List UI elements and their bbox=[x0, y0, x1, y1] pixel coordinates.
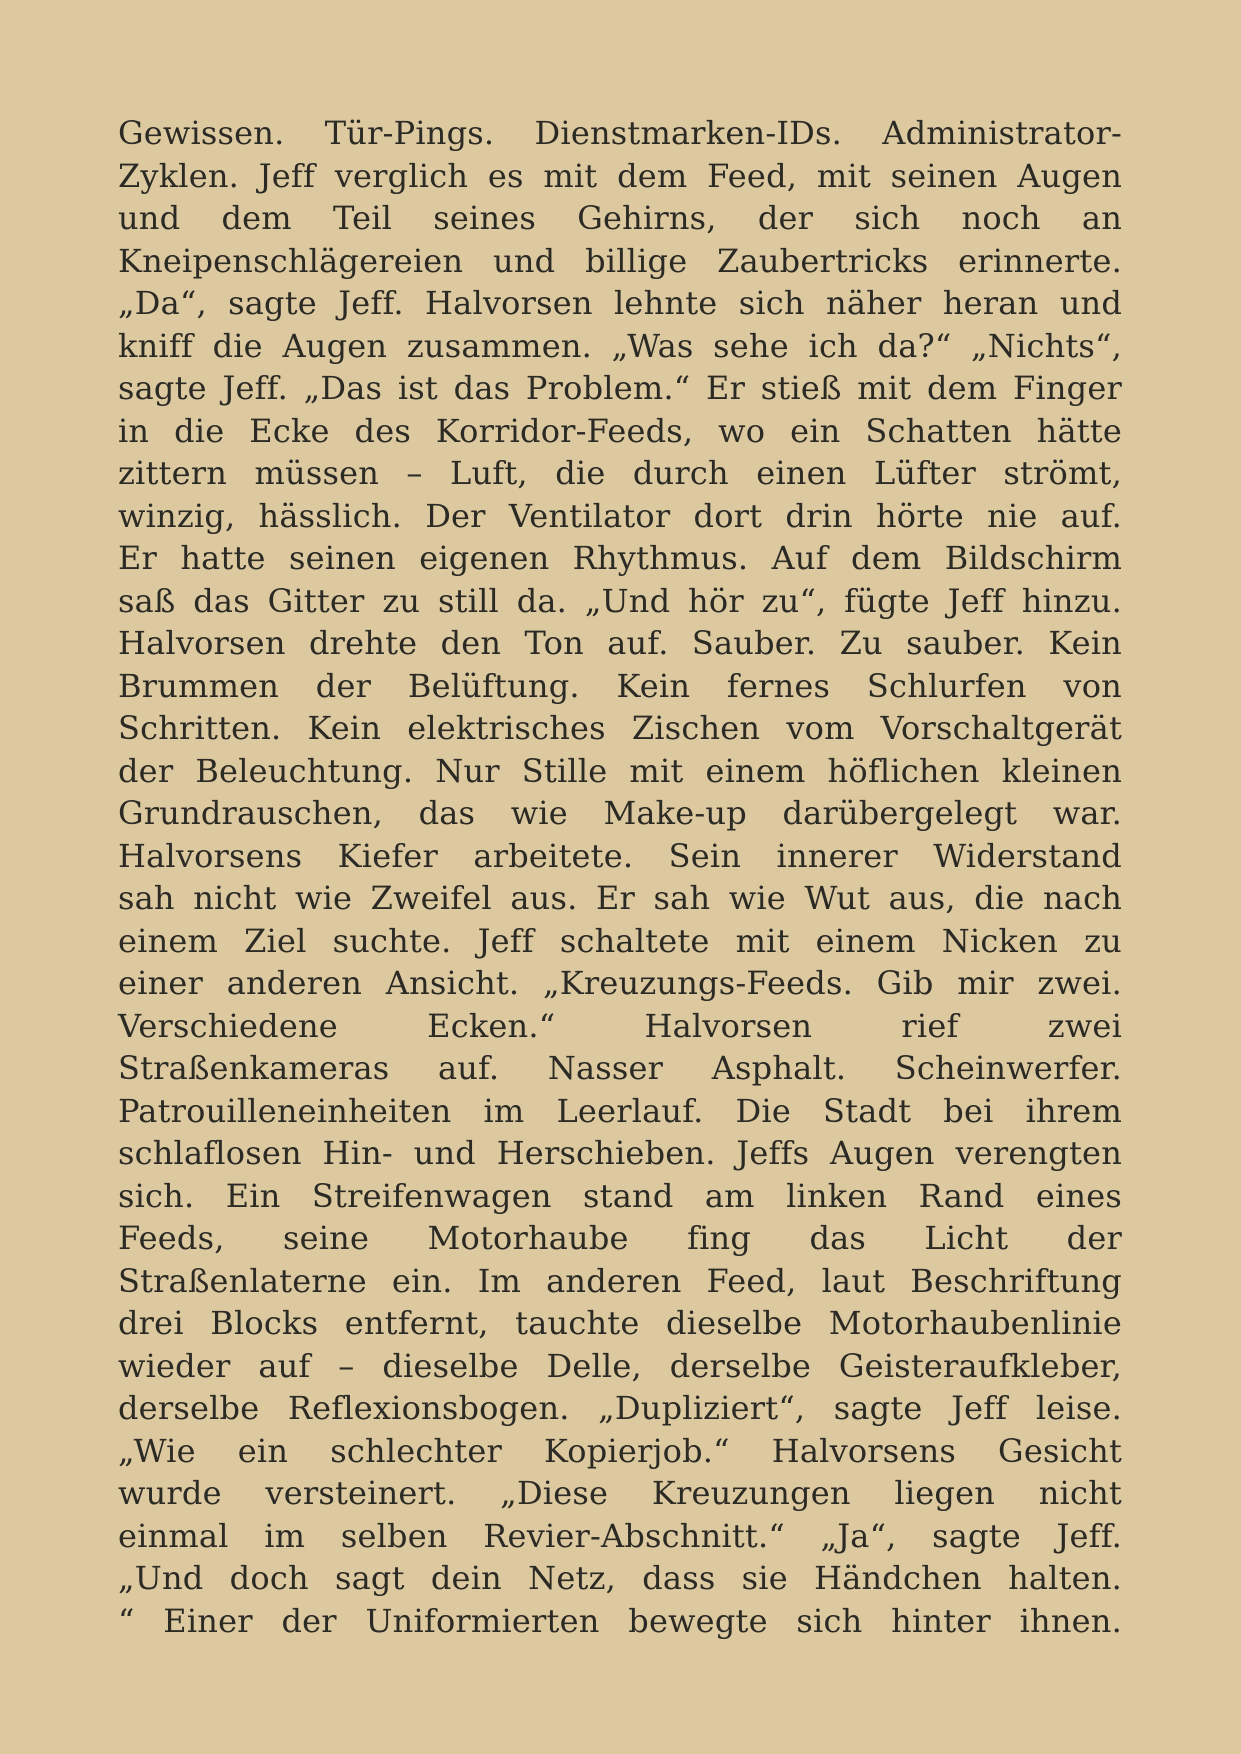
text-line: sich. Ein Streifenwagen stand am linken Rand eines bbox=[118, 1176, 1122, 1215]
text-line: saß das Gitter zu still da. „Und hör zu“, fügte Jeff hinzu. bbox=[118, 581, 1122, 620]
text-line: sah nicht wie Zweifel aus. Er sah wie Wut aus, die nach bbox=[118, 879, 1122, 917]
text-line: einem Ziel suchte. Jeff schaltete mit einem Nicken zu bbox=[118, 921, 1122, 960]
text-line: derselbe Reflexionsbogen. „Dupliziert“, sagte Jeff leise. bbox=[118, 1389, 1122, 1427]
text-line: Halvorsens Kiefer arbeitete. Sein innerer Widerstand bbox=[118, 836, 1122, 875]
text-line: Patrouilleneinheiten im Leerlauf. Die Stadt bei ihrem bbox=[118, 1091, 1122, 1130]
text-line: Schritten. Kein elektrisches Zischen vom Vorschaltgerät bbox=[118, 709, 1122, 747]
text-line: „Da“, sagte Jeff. Halvorsen lehnte sich näher heran und bbox=[118, 284, 1122, 322]
text-line: wieder auf – dieselbe Delle, derselbe Geisteraufkleber, bbox=[118, 1346, 1122, 1385]
text-line: Er hatte seinen eigenen Rhythmus. Auf dem Bildschirm bbox=[118, 539, 1122, 577]
text-line: „Wie ein schlechter Kopierjob.“ Halvorsens Gesicht bbox=[118, 1431, 1122, 1470]
text-line: Kneipenschlägereien und billige Zaubertricks erinnerte. bbox=[118, 241, 1122, 280]
text-line: zittern müssen – Luft, die durch einen Lüfter strömt, bbox=[118, 454, 1122, 492]
text-line: Halvorsen drehte den Ton auf. Sauber. Zu sauber. Kein bbox=[118, 624, 1122, 662]
text-line: Straßenlaterne ein. Im anderen Feed, laut Beschriftung bbox=[118, 1261, 1122, 1300]
text-line: drei Blocks entfernt, tauchte dieselbe Motorhaubenlinie bbox=[118, 1304, 1122, 1342]
text-line: einer anderen Ansicht. „Kreuzungs-Feeds. Gib mir zwei. bbox=[118, 964, 1122, 1002]
text-line: Gewissen. Tür-Pings. Dienstmarken-IDs. Administrator- bbox=[118, 114, 1122, 152]
text-line: Feeds, seine Motorhaube fing das Licht der bbox=[118, 1219, 1122, 1257]
text-line: kniff die Augen zusammen. „Was sehe ich da?“ „Nichts“, bbox=[118, 326, 1122, 365]
text-line: einmal im selben Revier-Abschnitt.“ „Ja“, sagte Jeff. bbox=[118, 1516, 1122, 1555]
text-line: in die Ecke des Korridor-Feeds, wo ein Schatten hätte bbox=[118, 411, 1122, 450]
body-text bbox=[118, 112, 1122, 1642]
text-line: “ Einer der Uniformierten bewegte sich hinter ihnen. bbox=[118, 1601, 1122, 1640]
text-line: Verschiedene Ecken.“ Halvorsen rief zwei bbox=[118, 1006, 1122, 1045]
text-line: sagte Jeff. „Das ist das Problem.“ Er stieß mit dem Finger bbox=[118, 369, 1122, 407]
text-line: Straßenkameras auf. Nasser Asphalt. Scheinwerfer. bbox=[118, 1049, 1122, 1087]
text-line: wurde versteinert. „Diese Kreuzungen liegen nicht bbox=[118, 1474, 1122, 1512]
text-line: schlaflosen Hin- und Herschieben. Jeffs Augen verengten bbox=[118, 1134, 1122, 1172]
text-line: winzig, hässlich. Der Ventilator dort drin hörte nie auf. bbox=[118, 496, 1122, 535]
text-line: und dem Teil seines Gehirns, der sich noch an bbox=[118, 199, 1122, 237]
text-line: Zyklen. Jeff verglich es mit dem Feed, mit seinen Augen bbox=[118, 156, 1122, 195]
text-line: Grundrauschen, das wie Make-up darübergelegt war. bbox=[118, 794, 1122, 832]
text-line: „Und doch sagt dein Netz, dass sie Händchen halten. bbox=[118, 1559, 1122, 1597]
text-line: Brummen der Belüftung. Kein fernes Schlurfen von bbox=[118, 666, 1122, 705]
text-line: der Beleuchtung. Nur Stille mit einem höflichen kleinen bbox=[118, 751, 1122, 790]
